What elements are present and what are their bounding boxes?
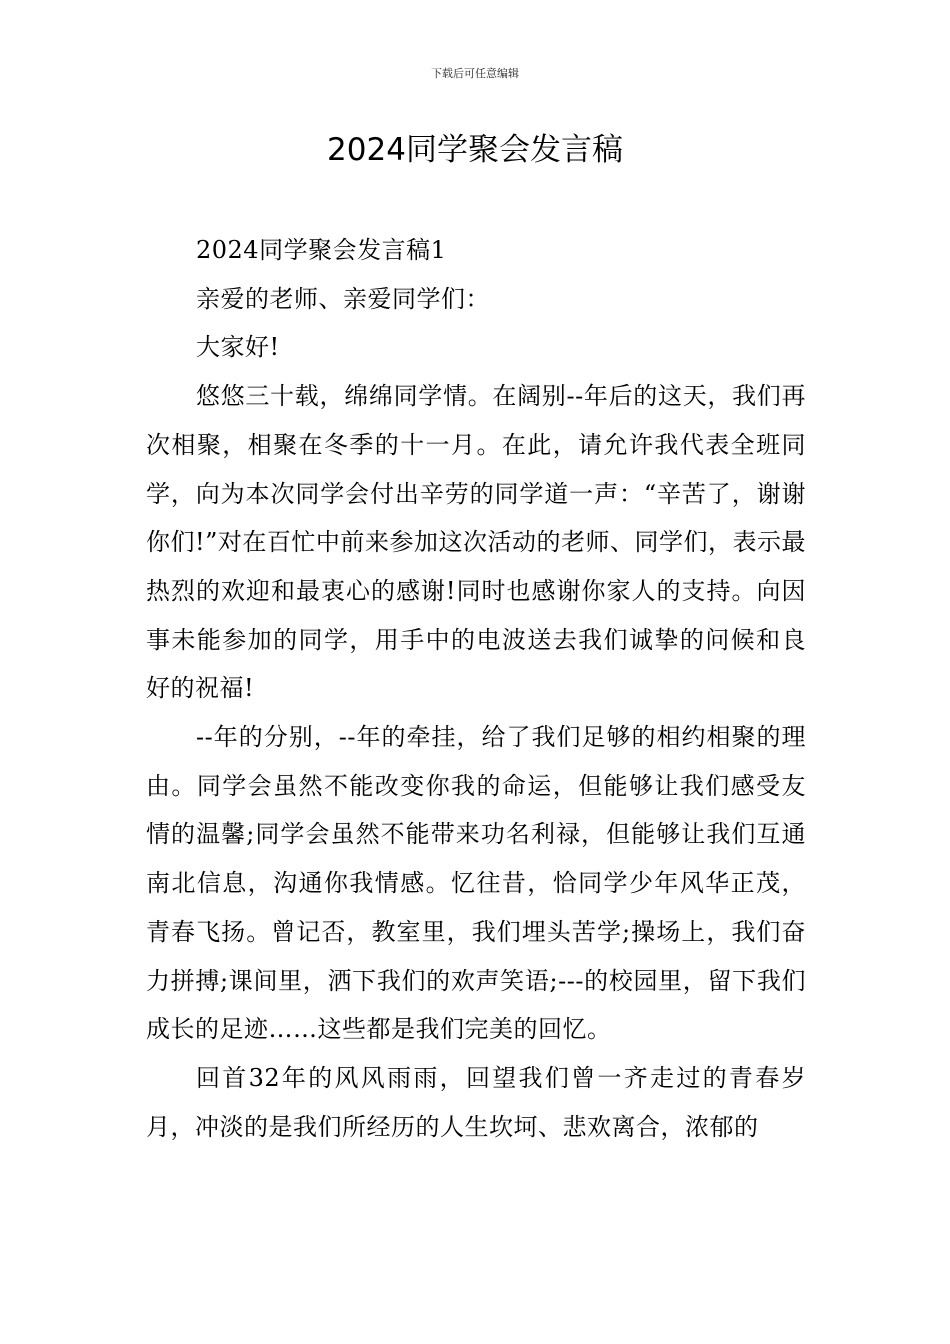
document-title: 2024同学聚会发言稿 bbox=[327, 132, 623, 168]
salutation: 亲爱的老师、亲爱同学们： bbox=[196, 284, 490, 313]
body-paragraph-3: 回首32年的风风雨雨，回望我们曾一齐走过的青春岁月，冲淡的是我们所经历的人生坎坷、悲欢离合，浓郁的 bbox=[146, 1063, 806, 1141]
body-paragraph-1: 悠悠三十载，绵绵同学情。在阔别--年后的这天，我们再次相聚，相聚在冬季的十一月。在此，请允许我代表全班同学，向为本次同学会付出辛劳的同学道一声：“辛苦了，谢谢你们!”对在百忙中前来参加这次活动的老师、同学们，表示最热烈的欢迎和最衷心的感谢!同时也感谢你家人的支持。向因事未能参加的同学，用手中的电波送去我们诚挚的问候和良好的祝福! bbox=[146, 382, 806, 703]
document-body bbox=[146, 226, 806, 1151]
header-note: 下载后可任意编辑 bbox=[431, 67, 519, 80]
section-heading: 2024同学聚会发言稿1 bbox=[196, 236, 447, 264]
greeting: 大家好! bbox=[196, 333, 280, 362]
body-paragraph-2: --年的分别，--年的牵挂，给了我们足够的相约相聚的理由。同学会虽然不能改变你我的命运，但能够让我们感受友情的温馨;同学会虽然不能带来功名利禄，但能够让我们互通南北信息，沟通你我情感。忆往昔，恰同学少年风华正茂，青春飞扬。曾记否，教室里，我们埋头苦学;操场上，我们奋力拼搏;课间里，洒下我们的欢声笑语;---的校园里，留下我们成长的足迹……这些都是我们完美的回忆。 bbox=[146, 723, 806, 1044]
